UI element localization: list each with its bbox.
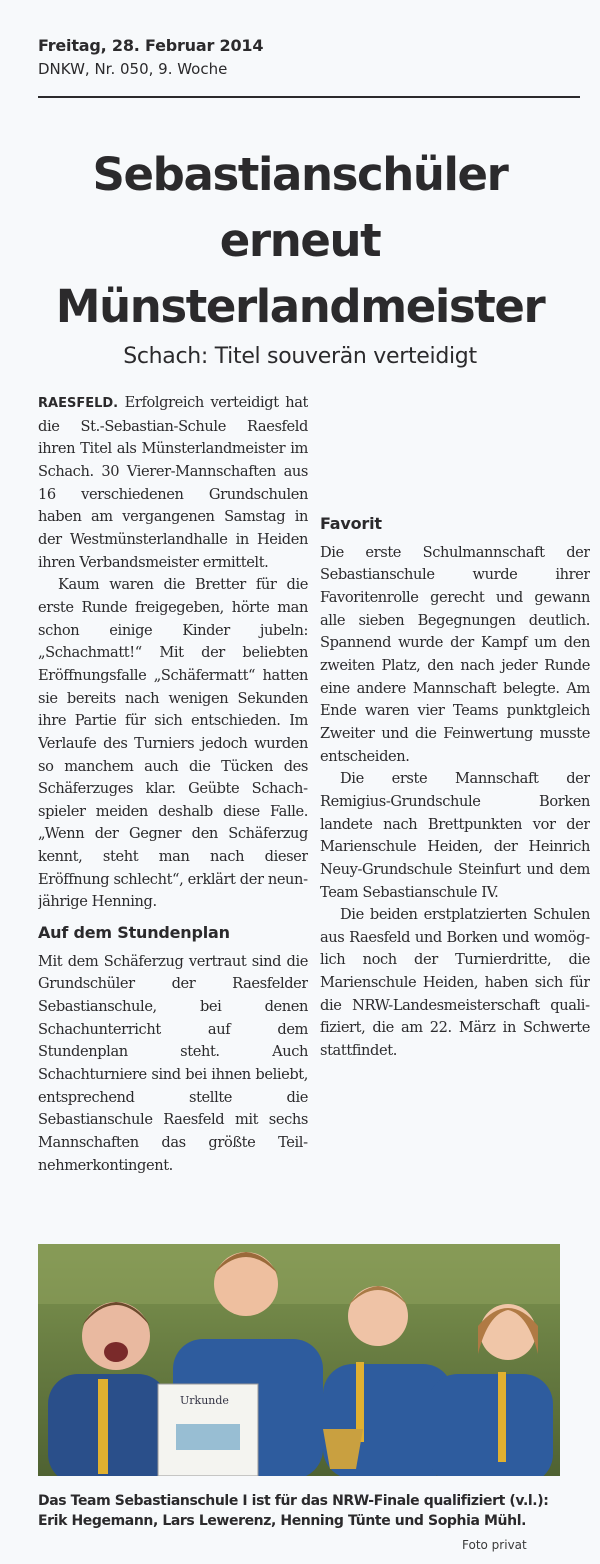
headline-line-3: Münsterlandmeister [55,280,545,333]
paragraph-4: Die erste Schulmannschaft der Sebastianschule wurde ihrer Favoritenrolle gerecht und gewann alle sieben Begegnungen deutlich. Spannend wurde der Kampf um den zweiten Platz, den nach jeder Runde eine andere Mannschaft belegte. Am Ende waren vier Teams punktgleich Zweiter und die Feinwertung musste entscheiden. [320,543,590,765]
date-line: Freitag, 28. Februar 2014 [38,36,264,55]
header-rule [38,96,580,98]
paragraph-3: Mit dem Schäferzug vertraut sind die Grundschüler der Raesfelder Sebastianschule, bei denen Schachunterricht auf dem Stundenplan steht. Auch Schachturniere sind bei ihnen beliebt, entsprechend stellte die Sebastianschule Raesfeld mit sechs Mannschaften das größte Teilnehmerkontingent. [38,952,308,1174]
team-photo [38,1244,560,1476]
paragraph-6: Die beiden erstplatzierten Schulen aus Raesfeld und Borken und womöglich noch der Turnierdritte, die Marienschule Heiden, haben sich für die NRW-Landesmeisterschaft qualifiziert, die am 22. März in Schwerte stattfindet. [320,906,590,1060]
article-column-right [320,392,590,1228]
headline [20,142,580,340]
paragraph-5: Die erste Mannschaft der Remigius-Grundschule Borken landete nach Brettpunkten vor der Marienschule Heiden, der Heinrich Neuy-Grundschule Steinfurt und dem Team Sebastianschule IV. [320,770,590,901]
photo-caption: Das Team Sebastianschule I ist für das NRW-Finale qualifiziert (v.l.): Erik Hegemann, Lars Lewerenz, Henning Tünte und Sophia Mühl. [38,1493,549,1529]
subheading-favorit: Favorit [320,514,382,533]
team-photo-illustration [38,1244,560,1476]
certificate-text: Urkunde [180,1394,229,1407]
article-column-left [38,392,308,1228]
subheading-stundenplan: Auf dem Stundenplan [38,923,230,943]
paragraph-1-text: Erfolgreich verteidigt hat die St.-Sebastian-Schule Raesfeld ihren Titel als Münsterlandmeister im Schach. 30 Vierer-Mannschaften aus 16 verschiedenen Grundschulen haben am vergangenen Samstag in der Westmünsterlandhalle in Heiden ihren Verbandsmeister ermittelt. [38,394,308,571]
continuation-spacer [320,392,590,505]
paragraph-1 [38,392,308,574]
headline-line-2: erneut [219,214,381,267]
paragraph-2: Kaum waren die Bretter für die erste Runde freigegeben, hörte man schon einige Kinder jubeln: „Schachmatt!“ Mit der beliebten Eröffnungsfalle „Schäfermatt“ hatten sie bereits nach wenigen Sekunden ihre Partie für sich entschieden. Im Verlaufe des Turniers jedoch wurden so manchem auch die Tücken des Schäferzuges klar. Geübte Schachspieler meiden deshalb diese Falle. „Wenn der Gegner den Schäferzug kennt, steht man nach dieser Eröffnung schlecht“, erklärt der neunjährige Henning. [38,576,308,911]
photo-credit: Foto privat [462,1538,527,1552]
dateline: RAESFELD. [38,396,119,411]
issue-line: DNKW, Nr. 050, 9. Woche [38,60,228,78]
headline-line-1: Sebastianschüler [92,148,508,201]
subheadline: Schach: Titel souverän verteidigt [123,344,477,369]
